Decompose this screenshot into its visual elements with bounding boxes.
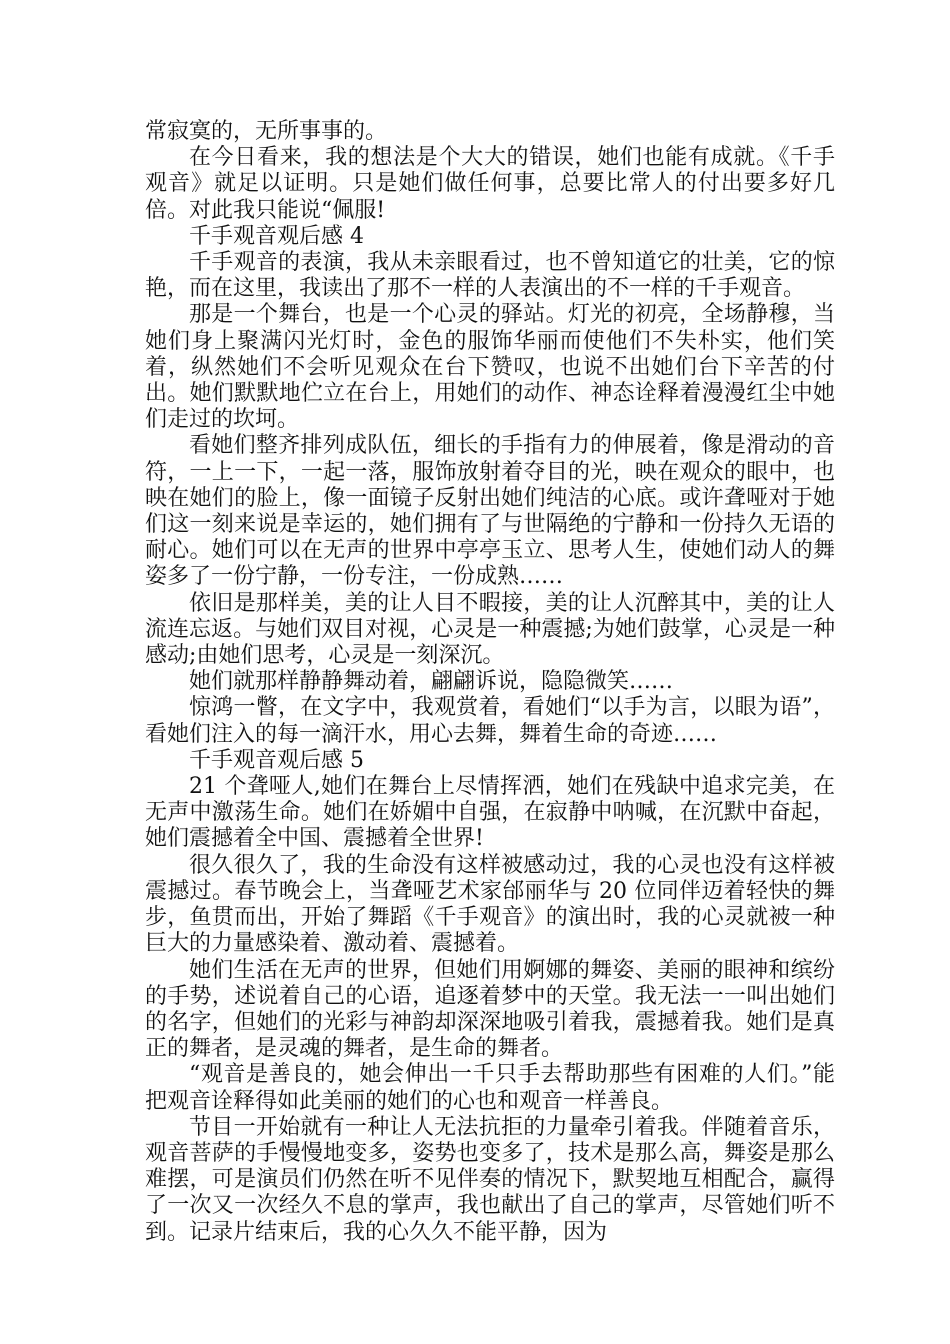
paragraph: 千手观音的表演，我从未亲眼看过，也不曾知道它的壮美，它的惊艳，而在这里，我读出了那不一样的人表演出的不一样的千手观音。 bbox=[145, 250, 835, 302]
paragraph: 21 个聋哑人,她们在舞台上尽情挥洒，她们在残缺中追求完美，在无声中激荡生命。她们在娇媚中自强，在寂静中呐喊，在沉默中奋起，她们震撼着全中国、震撼着全世界! bbox=[145, 774, 835, 852]
paragraph: 她们就那样静静舞动着，翩翩诉说，隐隐微笑…… bbox=[189, 669, 674, 695]
paragraph: 看她们整齐排列成队伍，细长的手指有力的伸展着，像是滑动的音符，一上一下，一起一落，服饰放射着夺目的光，映在观众的眼中，也映在她们的脸上，像一面镜子反射出她们纯洁的心底。或许聋哑对于她们这一刻来说是幸运的，她们拥有了与世隔绝的宁静和一份持久无语的耐心。她们可以在无声的世界中亭亭玉立、思考人生，使她们动人的舞姿多了一份宁静，一份专注，一份成熟…… bbox=[145, 433, 835, 590]
section-heading: 千手观音观后感 4 bbox=[189, 223, 364, 249]
document-body bbox=[145, 119, 835, 1246]
paragraph: 依旧是那样美，美的让人目不暇接，美的让人沉醉其中，美的让人流连忘返。与她们双目对视，心灵是一种震撼;为她们鼓掌，心灵是一种感动;由她们思考，心灵是一刻深沉。 bbox=[145, 590, 835, 669]
paragraph: 那是一个舞台，也是一个心灵的驿站。灯光的初亮，全场静穆，当她们身上聚满闪光灯时，金色的服饰华丽而使他们不失朴实，他们笑着，纵然她们不会听见观众在台下赞叹，也说不出她们台下辛苦的付出。她们默默地伫立在台上，用她们的动作、神态诠释着漫漫红尘中她们走过的坎坷。 bbox=[145, 302, 835, 433]
paragraph: “观音是善良的，她会伸出一千只手去帮助那些有困难的人们。”能把观音诠释得如此美丽的她们的心也和观音一样善良。 bbox=[145, 1062, 835, 1114]
paragraph: 她们生活在无声的世界，但她们用婀娜的舞姿、美丽的眼神和缤纷的手势，述说着自己的心语，追逐着梦中的天堂。我无法一一叫出她们的名字，但她们的光彩与神韵却深深地吸引着我，震撼着我。她们是真正的舞者，是灵魂的舞者，是生命的舞者。 bbox=[145, 957, 835, 1062]
paragraph: 在今日看来，我的想法是个大大的错误，她们也能有成就。《千手观音》就足以证明。只是她们做任何事，总要比常人的付出要多好几倍。对此我只能说“佩服! bbox=[145, 145, 835, 223]
paragraph: 很久很久了，我的生命没有这样被感动过，我的心灵也没有这样被震撼过。春节晚会上，当聋哑艺术家邰丽华与 20 位同伴迈着轻快的舞步，鱼贯而出，开始了舞蹈《千手观音》的演出时，我的心灵就被一种巨大的力量感染着、激动着、震撼着。 bbox=[145, 852, 835, 957]
section-heading: 千手观音观后感 5 bbox=[189, 747, 364, 773]
paragraph: 节目一开始就有一种让人无法抗拒的力量牵引着我。伴随着音乐，观音菩萨的手慢慢地变多，姿势也变多了，技术是那么高，舞姿是那么难摆，可是演员们仍然在听不见伴奏的情况下，默契地互相配合，赢得了一次又一次经久不息的掌声，我也献出了自己的掌声，尽管她们听不到。记录片结束后，我的心久久不能平静，因为 bbox=[145, 1114, 835, 1245]
paragraph: 常寂寞的，无所事事的。 bbox=[145, 119, 388, 144]
paragraph: 惊鸿一瞥，在文字中，我观赏着，看她们“以手为言，以眼为语”，看她们注入的每一滴汗水，用心去舞，舞着生命的奇迹…… bbox=[145, 695, 835, 747]
